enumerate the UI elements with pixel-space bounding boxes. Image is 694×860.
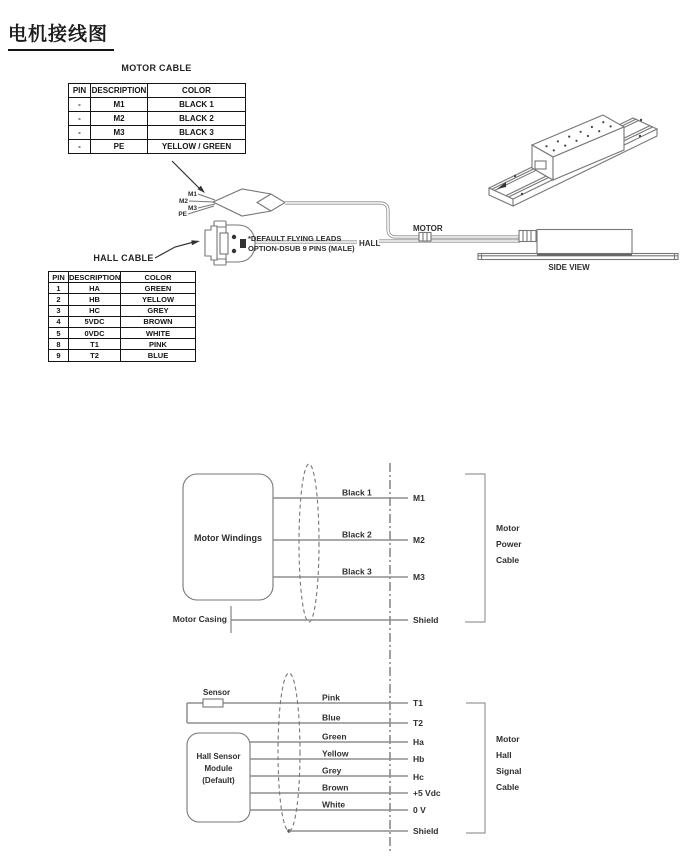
col-header-color: COLOR xyxy=(121,272,196,283)
cell-description: HC xyxy=(69,305,121,316)
cell-pin: 1 xyxy=(49,283,69,294)
terminal-label: Hc xyxy=(413,772,424,782)
isometric-carriage xyxy=(532,115,624,180)
page-title: 电机接线图 xyxy=(8,19,114,51)
shield-label: Shield xyxy=(413,826,439,836)
cell-description: M1 xyxy=(91,98,148,112)
cell-color: WHITE xyxy=(121,327,196,338)
flying-leads xyxy=(178,189,285,218)
cell-description: HB xyxy=(69,294,121,305)
hall-schematic xyxy=(187,673,522,836)
wire-color-label: Black 2 xyxy=(342,529,372,540)
cell-pin: 8 xyxy=(49,339,69,350)
col-header-color: COLOR xyxy=(148,84,246,98)
col-header-pin: PIN xyxy=(49,272,69,283)
bracket-label: Cable xyxy=(496,555,520,565)
cell-color: GREY xyxy=(121,305,196,316)
cell-pin: - xyxy=(69,98,91,112)
cell-color: BLACK 2 xyxy=(148,112,246,126)
connector-note-line1: *DEFAULT FLYING LEADS xyxy=(248,234,342,243)
lead-label-pe: PE xyxy=(178,211,187,218)
cell-description: 0VDC xyxy=(69,327,121,338)
hall-cable-leader-arrow xyxy=(155,240,200,258)
cell-color: BLACK 3 xyxy=(148,126,246,140)
cell-description: M3 xyxy=(91,126,148,140)
cell-pin: 5 xyxy=(49,327,69,338)
cell-description: M2 xyxy=(91,112,148,126)
cell-description: T2 xyxy=(69,350,121,361)
wire-color-label: Pink xyxy=(322,692,340,703)
cell-description: HA xyxy=(69,283,121,294)
cell-description: 5VDC xyxy=(69,316,121,327)
motor-leads-leader-arrow xyxy=(172,161,205,193)
wire-color-label: White xyxy=(322,799,346,810)
terminal-label: M2 xyxy=(413,535,425,545)
wire-color-label: Black 3 xyxy=(342,566,372,577)
bracket-label: Motor xyxy=(496,523,520,533)
col-header-description: DESCRIPTION xyxy=(91,84,148,98)
wire-color-label: Brown xyxy=(322,782,349,793)
terminal-label: +5 Vdc xyxy=(413,788,441,798)
hall-module-label: (Default) xyxy=(202,776,235,785)
col-header-description: DESCRIPTION xyxy=(69,272,121,282)
motor-cable-label: MOTOR xyxy=(413,224,443,233)
bracket-label: Cable xyxy=(496,782,520,792)
connector-note xyxy=(248,234,355,253)
lead-label-m1: M1 xyxy=(187,191,197,198)
isometric-motor-view xyxy=(489,115,657,206)
motor-windings-label: Motor Windings xyxy=(194,533,262,543)
power-schematic xyxy=(173,464,523,633)
cable-group-bracket xyxy=(465,474,485,622)
wire-color-label: Grey xyxy=(322,765,342,776)
cell-pin: - xyxy=(69,126,91,140)
bracket-label: Power xyxy=(496,539,522,549)
terminal-label: Ha xyxy=(413,737,424,747)
hall-module-label: Module xyxy=(204,764,233,773)
dsub-connector-icon xyxy=(205,221,255,265)
cell-pin: 4 xyxy=(49,316,69,327)
cell-pin: 3 xyxy=(49,305,69,316)
motor-cable-table-title: MOTOR CABLE xyxy=(121,63,192,73)
cell-color: BLACK 1 xyxy=(148,98,246,112)
bracket-label: Signal xyxy=(496,766,522,776)
wire-color-label: Yellow xyxy=(322,748,349,759)
cell-color: BLUE xyxy=(121,350,196,361)
cell-description: T1 xyxy=(69,339,121,350)
bracket-label: Hall xyxy=(496,750,512,760)
cell-pin: - xyxy=(69,112,91,126)
lead-label-m2: M2 xyxy=(178,198,188,205)
cable-bundle-ellipse xyxy=(278,673,300,831)
terminal-label: T1 xyxy=(413,698,423,708)
cable-group-bracket xyxy=(466,703,485,833)
cell-color: GREEN xyxy=(121,283,196,294)
shield-label: Shield xyxy=(413,615,439,625)
bracket-label: Motor xyxy=(496,734,520,744)
cell-color: YELLOW xyxy=(121,294,196,305)
cell-color: BROWN xyxy=(121,316,196,327)
cell-pin: 2 xyxy=(49,294,69,305)
hall-cable-label: HALL xyxy=(359,239,381,248)
wire-color-label: Blue xyxy=(322,712,341,723)
hall-cable-table-title: HALL CABLE xyxy=(93,253,154,263)
cable-bundle-ellipse xyxy=(299,464,319,622)
terminal-label: M3 xyxy=(413,572,425,582)
sensor-symbol xyxy=(203,699,223,707)
terminal-label: Hb xyxy=(413,754,425,764)
sensor-label: Sensor xyxy=(203,688,231,697)
cell-pin: 9 xyxy=(49,350,69,361)
connector-note-line2: OPTION-DSUB 9 PINS (MALE) xyxy=(248,244,355,253)
lead-label-m3: M3 xyxy=(187,205,197,212)
cell-color: YELLOW / GREEN xyxy=(148,140,246,154)
terminal-label: 0 V xyxy=(413,805,426,815)
cell-pin: - xyxy=(69,140,91,154)
wire-color-label: Black 1 xyxy=(342,487,372,498)
cell-description: PE xyxy=(91,140,148,154)
cable-ferrule xyxy=(419,233,431,242)
side-view-label: SIDE VIEW xyxy=(548,263,590,272)
cable-strain-relief xyxy=(519,231,536,242)
hall-module-label: Hall Sensor xyxy=(196,752,241,761)
wire-color-label: Green xyxy=(322,731,347,742)
cell-color: PINK xyxy=(121,339,196,350)
col-header-pin: PIN xyxy=(69,84,91,98)
motor-casing-label: Motor Casing xyxy=(172,614,227,624)
terminal-label: T2 xyxy=(413,718,423,728)
terminal-label: M1 xyxy=(413,493,425,503)
